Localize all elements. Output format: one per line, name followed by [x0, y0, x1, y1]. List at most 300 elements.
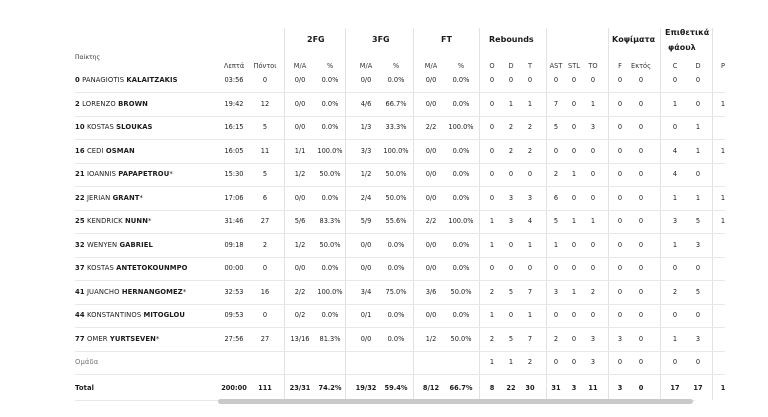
stat-fg2p: 50.0% — [319, 170, 341, 178]
group-2fg: 2FG — [307, 35, 325, 44]
group-rebounds: Rebounds — [489, 35, 534, 44]
stat-p: 1 — [720, 146, 726, 155]
stat-fg2p: 74.2% — [318, 383, 342, 392]
stat-ek: 0 — [638, 240, 644, 249]
stat-fg3: 2/4 — [360, 193, 372, 202]
stat-fg3p: 50.0% — [385, 170, 407, 178]
stat-pts: 0 — [262, 311, 268, 319]
col-ast: AST — [549, 62, 563, 70]
stat-to: 0 — [590, 311, 596, 319]
player-last-name: ANTETOKOUNMPO — [116, 264, 188, 272]
stat-o: 1 — [489, 311, 495, 319]
stat-min: 00:00 — [224, 264, 244, 272]
stat-ft: 0/0 — [425, 264, 437, 272]
stat-stl: 0 — [571, 358, 577, 366]
stat-min: 19:42 — [224, 99, 244, 108]
row-divider — [75, 139, 725, 140]
stat-dd: 1 — [695, 146, 701, 155]
stat-c: 1 — [672, 99, 678, 108]
stat-fg2: 0/0 — [294, 123, 306, 131]
starter-mark: * — [169, 170, 173, 178]
stat-fg3: 1/2 — [360, 170, 372, 178]
stat-stl: 0 — [571, 99, 577, 108]
col-minutes: Λεπτά — [223, 62, 245, 70]
stat-t: 2 — [527, 146, 533, 155]
stat-to: 0 — [590, 170, 596, 178]
col-dd: D — [695, 62, 701, 70]
stat-dd: 3 — [695, 334, 701, 343]
stat-pts: 27 — [260, 334, 270, 343]
stat-ft: 0/0 — [425, 99, 437, 108]
stat-d: 22 — [506, 383, 516, 392]
player-number: 77 — [75, 334, 85, 343]
stat-ast: 0 — [553, 76, 559, 84]
stat-c: 0 — [672, 311, 678, 319]
stat-ast: 5 — [553, 217, 559, 225]
stat-f: 0 — [617, 99, 623, 108]
stat-fg2: 0/0 — [294, 76, 306, 84]
stat-fg2p: 0.0% — [321, 99, 339, 108]
stat-pts: 5 — [262, 170, 268, 178]
stat-fg2: 1/1 — [294, 146, 306, 155]
stat-c: 4 — [672, 170, 678, 178]
player-name — [75, 241, 153, 249]
stat-to: 3 — [590, 358, 596, 366]
stat-fg3p: 66.7% — [385, 99, 407, 108]
stat-stl: 0 — [571, 264, 577, 272]
stat-dd: 0 — [695, 311, 701, 319]
stat-f: 0 — [617, 358, 623, 366]
stat-pts: 12 — [260, 99, 270, 108]
stat-fg2: 0/0 — [294, 99, 306, 108]
stat-ast: 5 — [553, 123, 559, 131]
stat-dd: 0 — [695, 76, 701, 84]
stat-f: 0 — [617, 123, 623, 131]
stat-stl: 0 — [571, 146, 577, 155]
stat-d: 0 — [508, 311, 514, 319]
stat-d: 5 — [508, 334, 514, 343]
stat-pts: 2 — [262, 240, 268, 249]
stat-fg3: 0/0 — [360, 334, 372, 343]
stat-fg3: 4/6 — [360, 99, 372, 108]
stat-c: 0 — [672, 358, 678, 366]
stat-min: 200:00 — [221, 383, 247, 392]
stat-ek: 0 — [638, 334, 644, 343]
stat-fg3p: 0.0% — [387, 311, 405, 319]
stat-ek: 0 — [638, 358, 644, 366]
stat-d: 3 — [508, 193, 514, 202]
stat-stl: 3 — [571, 383, 577, 392]
stat-to: 0 — [590, 193, 596, 202]
stat-ft: 2/2 — [425, 217, 437, 225]
player-number: 0 — [75, 76, 80, 84]
stat-stl: 0 — [571, 311, 577, 319]
row-divider — [75, 351, 725, 352]
group-ft: FT — [441, 35, 452, 44]
stat-fg2p: 50.0% — [319, 240, 341, 249]
stat-pts: 6 — [262, 193, 268, 202]
stat-stl: 1 — [571, 287, 577, 296]
col-fg2-ma: M/A — [293, 62, 307, 70]
player-name — [75, 100, 148, 108]
player-number: 21 — [75, 170, 85, 178]
stat-t: 2 — [527, 123, 533, 131]
player-first-name: IOANNIS — [86, 170, 117, 178]
col-fg2-pct: % — [326, 62, 334, 70]
group-fouls-line1: Επιθετικά — [665, 28, 710, 37]
stat-ast: 0 — [553, 358, 559, 366]
player-number: 44 — [75, 311, 85, 319]
player-name — [75, 264, 188, 272]
stat-t: 0 — [527, 264, 533, 272]
player-last-name: GRANT — [112, 193, 140, 202]
player-last-name: SLOUKAS — [116, 123, 153, 131]
stat-ft: 8/12 — [422, 383, 440, 392]
stat-ftp: 0.0% — [452, 170, 470, 178]
stat-fg2p: 0.0% — [321, 193, 339, 202]
stat-t: 1 — [527, 99, 533, 108]
stat-o: 2 — [489, 334, 495, 343]
stat-ast: 0 — [553, 264, 559, 272]
stat-fg2p: 0.0% — [321, 123, 339, 131]
stat-d: 5 — [508, 287, 514, 296]
stat-fg2p: 81.3% — [319, 334, 341, 343]
stat-t: 3 — [527, 193, 533, 202]
player-first-name: CEDI — [86, 146, 104, 155]
stat-ek: 0 — [638, 76, 644, 84]
stat-t: 1 — [527, 311, 533, 319]
stat-fg2p: 100.0% — [317, 146, 343, 155]
stat-dd: 0 — [695, 358, 701, 366]
stat-stl: 0 — [571, 76, 577, 84]
col-d: D — [508, 62, 514, 70]
stat-min: 17:06 — [224, 193, 244, 202]
stat-min: 32:53 — [224, 287, 244, 296]
stat-d: 2 — [508, 146, 514, 155]
stat-fg2: 13/16 — [290, 334, 310, 343]
stat-fg3: 3/3 — [360, 146, 372, 155]
stat-fg3: 19/32 — [355, 383, 377, 392]
stat-f: 3 — [617, 383, 623, 392]
stat-ftp: 0.0% — [452, 76, 470, 84]
starter-mark: * — [155, 334, 160, 343]
stat-ftp: 50.0% — [450, 287, 472, 296]
stat-t: 30 — [525, 383, 535, 392]
stat-min: 03:56 — [224, 76, 244, 84]
stat-dd: 5 — [695, 217, 701, 225]
stat-d: 0 — [508, 76, 514, 84]
player-last-name: OSMAN — [105, 146, 135, 155]
player-first-name: KENDRICK — [86, 217, 123, 225]
stat-stl: 0 — [571, 334, 577, 343]
stat-c: 3 — [672, 217, 678, 225]
stat-fg3p: 0.0% — [387, 264, 405, 272]
player-name — [75, 76, 178, 84]
row-divider — [75, 327, 725, 328]
stat-ft: 0/0 — [425, 146, 437, 155]
stat-ek: 0 — [638, 123, 644, 131]
stat-to: 11 — [588, 383, 598, 392]
stat-ast: 6 — [553, 193, 559, 202]
stat-pts: 111 — [258, 383, 272, 392]
row-divider — [75, 210, 725, 211]
stat-min: 09:53 — [224, 311, 244, 319]
stat-ft: 1/2 — [425, 334, 437, 343]
stat-c: 4 — [672, 146, 678, 155]
stat-fg3p: 0.0% — [387, 76, 405, 84]
col-p: P — [721, 62, 725, 70]
player-last-name: NUNN — [125, 217, 148, 225]
stat-fg2: 1/2 — [294, 170, 306, 178]
stat-dd: 1 — [695, 193, 701, 202]
stat-d: 2 — [508, 123, 514, 131]
stat-ftp: 0.0% — [452, 311, 470, 319]
stat-ft: 2/2 — [425, 123, 437, 131]
stat-t: 0 — [527, 76, 533, 84]
stat-ast: 0 — [553, 311, 559, 319]
player-number: 37 — [75, 264, 85, 272]
row-divider — [75, 186, 725, 187]
stat-to: 3 — [590, 334, 596, 343]
stat-ek: 0 — [638, 287, 644, 296]
player-number: 41 — [75, 287, 85, 296]
player-name — [75, 217, 152, 225]
stat-o: 0 — [489, 170, 495, 178]
stat-c: 2 — [672, 287, 678, 296]
stat-stl: 1 — [571, 170, 577, 178]
stat-to: 2 — [590, 287, 596, 296]
stat-p: 1 — [720, 217, 726, 225]
stat-fg3: 0/1 — [360, 311, 372, 319]
stat-fg3p: 0.0% — [387, 334, 405, 343]
stat-d: 0 — [508, 170, 514, 178]
starter-mark: * — [148, 217, 152, 225]
stat-pts: 0 — [262, 76, 268, 84]
player-number: 22 — [75, 193, 85, 202]
stat-ast: 3 — [553, 287, 559, 296]
stat-f: 0 — [617, 287, 623, 296]
starter-mark: * — [182, 287, 187, 296]
stat-ftp: 0.0% — [452, 146, 470, 155]
stat-c: 0 — [672, 264, 678, 272]
stat-fg2: 0/0 — [294, 193, 306, 202]
stat-ftp: 0.0% — [452, 264, 470, 272]
stat-fg3p: 59.4% — [384, 383, 408, 392]
stat-dd: 1 — [695, 123, 701, 131]
stat-c: 1 — [672, 193, 678, 202]
player-last-name: YURTSEVEN — [109, 334, 156, 343]
stat-ek: 0 — [638, 217, 644, 225]
stat-ftp: 0.0% — [452, 240, 470, 249]
stat-fg2: 0/2 — [294, 311, 306, 319]
stat-fg3: 0/0 — [360, 76, 372, 84]
player-name — [75, 194, 143, 202]
stat-t: 2 — [527, 358, 533, 366]
row-divider — [75, 257, 725, 258]
stat-dd: 0 — [695, 170, 701, 178]
stat-t: 0 — [527, 170, 533, 178]
player-first-name: OMER — [86, 334, 108, 343]
stat-t: 4 — [527, 217, 533, 225]
stat-ek: 0 — [638, 193, 644, 202]
player-last-name: MITOGLOU — [143, 311, 185, 319]
stat-to: 0 — [590, 264, 596, 272]
stat-fg2: 1/2 — [294, 240, 306, 249]
stat-ft: 0/0 — [425, 76, 437, 84]
col-f: F — [618, 62, 622, 70]
team-label: Ομάδα — [75, 358, 99, 366]
player-last-name: BROWN — [118, 99, 148, 108]
stat-o: 0 — [489, 264, 495, 272]
stat-ast: 2 — [553, 334, 559, 343]
stat-ast: 7 — [553, 99, 559, 108]
stat-f: 0 — [617, 76, 623, 84]
stat-stl: 1 — [571, 217, 577, 225]
stat-o: 0 — [489, 123, 495, 131]
stat-t: 1 — [527, 240, 533, 249]
row-divider — [75, 304, 725, 305]
stat-ft: 0/0 — [425, 311, 437, 319]
stat-t: 7 — [527, 334, 533, 343]
player-number: 25 — [75, 217, 85, 225]
stat-ft: 0/0 — [425, 170, 437, 178]
stat-c: 1 — [672, 334, 678, 343]
col-ektos: Εκτός — [631, 62, 651, 70]
stat-o: 0 — [489, 193, 495, 202]
stat-ek: 0 — [638, 311, 644, 319]
stat-fg2: 2/2 — [294, 287, 306, 296]
stat-min: 31:46 — [224, 217, 244, 225]
stat-fg3p: 55.6% — [385, 217, 407, 225]
col-o: O — [489, 62, 495, 70]
col-ft-pct: % — [457, 62, 465, 70]
stat-o: 0 — [489, 76, 495, 84]
stat-fg3: 1/3 — [360, 123, 372, 131]
stat-pts: 27 — [260, 217, 270, 225]
stat-o: 1 — [489, 217, 495, 225]
player-name — [75, 147, 135, 155]
player-first-name: LORENZO — [82, 99, 116, 108]
group-3fg: 3FG — [372, 35, 390, 44]
stat-f: 0 — [617, 240, 623, 249]
stat-ftp: 0.0% — [452, 99, 470, 108]
col-c: C — [672, 62, 678, 70]
player-first-name: WENYEN — [86, 240, 118, 249]
stat-ek: 0 — [638, 99, 644, 108]
stat-fg3p: 100.0% — [383, 146, 409, 155]
stat-fg2p: 100.0% — [317, 287, 343, 296]
stat-p: 1 — [720, 383, 726, 392]
stat-stl: 0 — [571, 193, 577, 202]
stat-fg3: 3/4 — [360, 287, 372, 296]
stat-o: 0 — [489, 146, 495, 155]
player-last-name: PAPAPETROU — [118, 170, 170, 178]
stat-d: 1 — [508, 358, 514, 366]
stat-fg3: 5/9 — [360, 217, 372, 225]
stat-ast: 0 — [553, 146, 559, 155]
stat-min: 16:15 — [224, 123, 244, 131]
stat-pts: 11 — [260, 146, 270, 155]
player-first-name: KONSTANTINOS — [86, 311, 142, 319]
player-last-name: KALAITZAKIS — [126, 76, 178, 84]
stat-min: 16:05 — [224, 146, 244, 155]
player-first-name: KOSTAS — [86, 264, 114, 272]
stat-c: 1 — [672, 240, 678, 249]
stat-fg2p: 0.0% — [321, 311, 339, 319]
stat-ast: 31 — [551, 383, 561, 392]
row-divider — [75, 116, 725, 117]
stat-f: 0 — [617, 170, 623, 178]
stat-fg3: 0/0 — [360, 264, 372, 272]
stat-fg2p: 0.0% — [321, 76, 339, 84]
player-name — [75, 170, 173, 178]
stat-o: 1 — [489, 240, 495, 249]
stat-d: 1 — [508, 99, 514, 108]
col-ft-ma: M/A — [424, 62, 438, 70]
stat-to: 3 — [590, 123, 596, 131]
stat-dd: 0 — [695, 264, 701, 272]
stat-stl: 0 — [571, 123, 577, 131]
stat-d: 0 — [508, 264, 514, 272]
stat-fg3p: 75.0% — [385, 287, 407, 296]
stat-f: 0 — [617, 311, 623, 319]
starter-mark: * — [139, 193, 143, 202]
stat-to: 0 — [590, 240, 596, 249]
stat-stl: 0 — [571, 240, 577, 249]
col-t: T — [527, 62, 533, 70]
player-name — [75, 335, 159, 343]
stat-c: 0 — [672, 123, 678, 131]
player-name — [75, 123, 153, 131]
stat-f: 0 — [617, 264, 623, 272]
player-name — [75, 311, 185, 319]
stat-ftp: 100.0% — [448, 123, 474, 131]
stat-f: 0 — [617, 217, 623, 225]
stat-fg3: 0/0 — [360, 240, 372, 249]
stat-fg3p: 0.0% — [387, 240, 405, 249]
stat-ek: 0 — [638, 264, 644, 272]
stat-ftp: 50.0% — [450, 334, 472, 343]
stat-pts: 16 — [260, 287, 270, 296]
stat-fg2: 0/0 — [294, 264, 306, 272]
stat-p: 1 — [720, 99, 726, 108]
row-divider — [75, 92, 725, 93]
stat-ftp: 66.7% — [449, 383, 473, 392]
stat-o: 8 — [489, 383, 495, 392]
stat-dd: 17 — [693, 383, 703, 392]
total-label: Total — [75, 383, 95, 392]
col-points: Πόντοι — [253, 62, 277, 70]
player-number: 16 — [75, 146, 85, 155]
stat-pts: 5 — [262, 123, 268, 131]
player-first-name: PANAGIOTIS — [82, 76, 125, 84]
player-first-name: KOSTAS — [86, 123, 114, 131]
player-first-name: JERIAN — [86, 193, 111, 202]
stat-dd: 0 — [695, 99, 701, 108]
player-name — [75, 288, 186, 296]
stat-ek: 0 — [638, 146, 644, 155]
stat-o: 2 — [489, 287, 495, 296]
group-fouls-line2: φάουλ — [668, 43, 696, 52]
player-number: 10 — [75, 123, 85, 131]
stat-f: 3 — [617, 334, 623, 343]
player-first-name: JUANCHO — [86, 287, 120, 296]
horizontal-scrollbar[interactable] — [218, 399, 693, 404]
stat-ftp: 0.0% — [452, 193, 470, 202]
row-divider — [75, 163, 725, 164]
stat-p: 1 — [720, 193, 726, 202]
player-number: 32 — [75, 240, 85, 249]
